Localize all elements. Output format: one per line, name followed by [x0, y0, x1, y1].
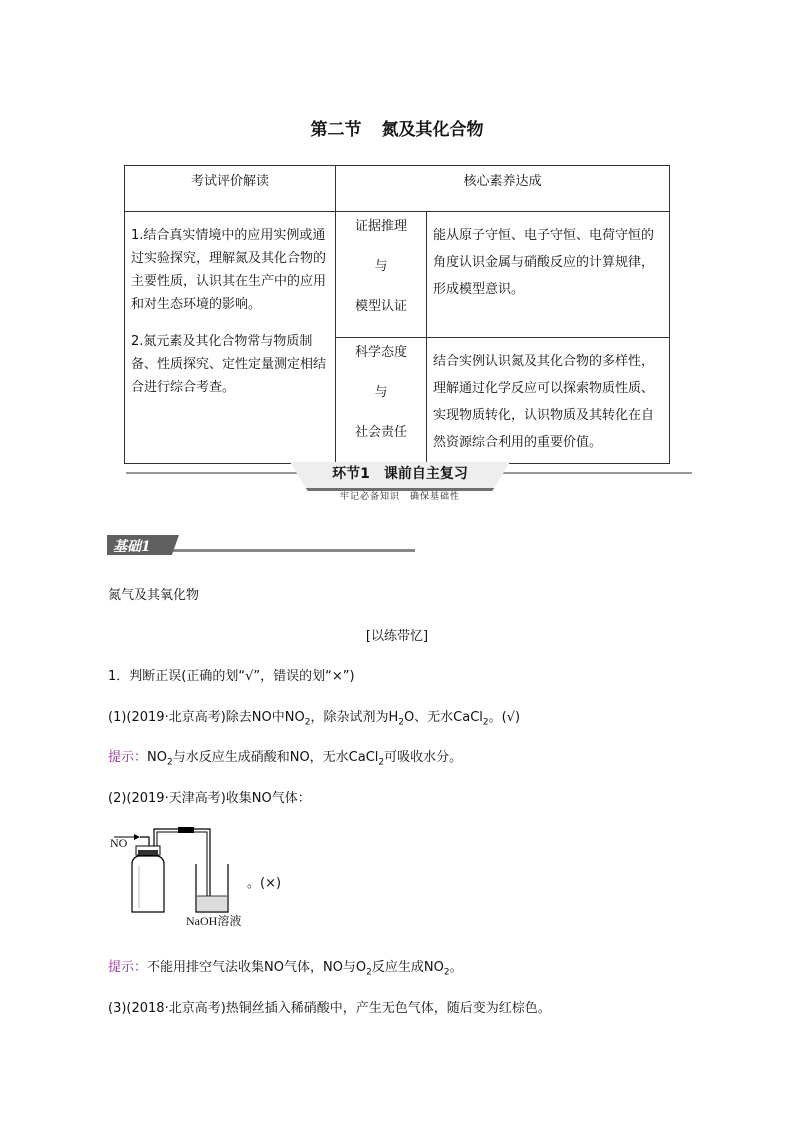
- hint-label: 提示：: [108, 960, 148, 975]
- evaluation-column: [125, 212, 336, 464]
- hint-label: 提示：: [108, 750, 148, 765]
- section-banner-title: 环节1 课前自主复习: [332, 466, 468, 482]
- topic-heading: 氮气及其氧化物: [108, 588, 200, 603]
- competency-desc: 能从原子守恒、电子守恒、电荷守恒的角度认识金属与硝酸反应的计算规律，形成模型意识。: [427, 212, 670, 338]
- table-header-left: 考试评价解读: [125, 166, 336, 212]
- item-3: (3)(2018·北京高考)热铜丝插入稀硝酸中，产生无色气体，随后变为红棕色。: [108, 1001, 551, 1016]
- evaluation-item: 1.结合真实情境中的应用实例或通过实验探究，理解氮及其化合物的主要性质，认识其在生产中的应用和对生态环境的影响。: [131, 228, 327, 312]
- hint-2: 提示：不能用排空气法收集NO气体，NO与$O_2$反应生成$NO_2$。: [108, 960, 463, 978]
- competency-name: 证据推理 与 模型认证: [336, 212, 427, 338]
- item-2: (2)(2019·天津高考)收集NO气体：: [108, 791, 311, 806]
- section-tag: 基础1: [113, 539, 151, 555]
- practice-subheading: [以练带忆]: [365, 629, 429, 644]
- item-1: (1)(2019·北京高考)除去NO中$NO_2$，除杂试剂为$H_2O$、无水CaCl$_2$。(√): [108, 710, 521, 728]
- evaluation-table: [124, 165, 670, 464]
- table-header-right: 核心素养达成: [336, 166, 670, 212]
- solution-label: NaOH溶液: [186, 914, 242, 928]
- gas-label: NO: [110, 836, 128, 850]
- question-1: 1．判断正误(正确的划“√”，错误的划“×”): [108, 669, 355, 684]
- evaluation-item: 2.氮元素及其化合物常与物质制备、性质探究、定性定量测定相结合进行综合考查。: [131, 334, 327, 395]
- competency-desc: 结合实例认识氮及其化合物的多样性，理解通过化学反应可以探索物质性质、实现物质转化，认识物质及其转化在自然资源综合利用的重要价值。: [427, 338, 670, 464]
- item-2-answer: 。(×): [247, 876, 282, 891]
- hint-1: 提示：$NO_2$与水反应生成硝酸和NO，无水CaCl$_2$可吸收水分。: [108, 750, 463, 768]
- gas-collection-apparatus-icon: [108, 826, 238, 916]
- competency-name: 科学态度 与 社会责任: [336, 338, 427, 464]
- page-title: 第二节 氮及其化合物: [310, 120, 484, 140]
- section-banner-subtitle: 牢记必备知识 确保基础性: [339, 492, 460, 502]
